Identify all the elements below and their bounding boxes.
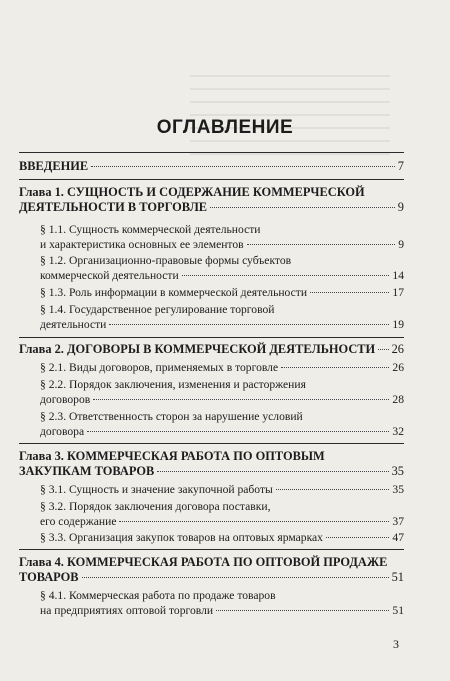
toc-entry-intro[interactable]	[19, 159, 404, 174]
toc-entry-section-1-2[interactable]	[40, 253, 404, 283]
toc-entry-section-2-2[interactable]	[40, 377, 404, 407]
toc-entry-chapter-1[interactable]	[19, 185, 404, 215]
dot-leader	[109, 323, 389, 325]
top-rule	[19, 152, 404, 153]
separator-rule	[19, 549, 404, 550]
dot-leader	[247, 243, 396, 245]
dot-leader	[82, 576, 389, 578]
page-ref: 32	[392, 425, 404, 438]
entry-text-line2: ТОВАРОВ	[19, 570, 79, 584]
entry-text-line2: ДЕЯТЕЛЬНОСТИ В ТОРГОВЛЕ	[19, 200, 208, 214]
page-ref: 51	[392, 604, 404, 617]
entry-text: § 2.1. Виды договоров, применяемых в торговле	[40, 361, 279, 374]
page-ref: 26	[392, 361, 404, 374]
entry-text-line2: его содержание	[40, 515, 117, 528]
separator-rule	[19, 179, 404, 180]
toc-entry-section-1-4[interactable]	[40, 302, 404, 332]
toc-entry-chapter-4[interactable]	[19, 555, 404, 585]
dot-leader	[216, 609, 389, 611]
toc-entry-section-3-3[interactable]	[40, 530, 404, 545]
dot-leader	[326, 536, 389, 538]
entry-text-line2: деятельности	[40, 318, 107, 331]
entry-text-line1: § 1.4. Государственное регулирование торговой	[40, 303, 275, 316]
separator-rule	[19, 337, 404, 338]
entry-text: ВВЕДЕНИЕ	[19, 159, 89, 173]
toc-entry-chapter-2[interactable]	[19, 342, 404, 357]
toc-entry-section-3-2[interactable]	[40, 499, 404, 529]
dot-leader	[276, 488, 390, 490]
entry-text-line2: на предприятиях оптовой торговли	[40, 604, 214, 617]
toc-entry-chapter-3[interactable]	[19, 449, 404, 479]
entry-text-line1: Глава 1. СУЩНОСТЬ И СОДЕРЖАНИЕ КОММЕРЧЕСКОЙ	[19, 185, 365, 199]
page-ref: 17	[392, 286, 404, 299]
toc-entry-section-2-3[interactable]	[40, 409, 404, 439]
entry-text-line1: § 3.2. Порядок заключения договора поставки,	[40, 500, 271, 513]
entry-text-line1: § 2.3. Ответственность сторон за нарушение условий	[40, 410, 303, 423]
entry-text: § 1.3. Роль информации в коммерческой деятельности	[40, 286, 308, 299]
dot-leader	[119, 520, 389, 522]
entry-text-line2: ЗАКУПКАМ ТОВАРОВ	[19, 464, 155, 478]
dot-leader	[91, 165, 395, 167]
page-ref: 9	[397, 200, 404, 214]
separator-rule	[19, 443, 404, 444]
toc-title: ОГЛАВЛЕНИЕ	[156, 117, 294, 138]
dot-leader	[281, 366, 389, 368]
page-ref: 51	[391, 570, 404, 584]
entry-text-line2: и характеристика основных ее элементов	[40, 238, 244, 251]
toc-entry-section-4-1[interactable]	[40, 588, 404, 618]
toc-entry-section-1-3[interactable]	[40, 285, 404, 300]
toc-entry-section-3-1[interactable]	[40, 482, 404, 497]
entry-text: Глава 2. ДОГОВОРЫ В КОММЕРЧЕСКОЙ ДЕЯТЕЛЬНОСТИ	[19, 342, 376, 356]
entry-text-line1: Глава 4. КОММЕРЧЕСКАЯ РАБОТА ПО ОПТОВОЙ ПРОДАЖЕ	[19, 555, 388, 569]
page-ref: 14	[392, 269, 404, 282]
entry-text-line1: § 2.2. Порядок заключения, изменения и расторжения	[40, 378, 306, 391]
dot-leader	[210, 206, 395, 208]
page-ref: 35	[391, 464, 404, 478]
entry-text-line2: коммерческой деятельности	[40, 269, 179, 282]
page-ref: 47	[392, 531, 404, 544]
entry-text: § 3.1. Сущность и значение закупочной работы	[40, 483, 273, 496]
page-ref: 37	[392, 515, 404, 528]
entry-text-line1: Глава 3. КОММЕРЧЕСКАЯ РАБОТА ПО ОПТОВЫМ	[19, 449, 325, 463]
page-ref: 28	[392, 393, 404, 406]
entry-text: § 3.3. Организация закупок товаров на оптовых ярмарках	[40, 531, 323, 544]
page-ref: 26	[391, 342, 404, 356]
page-ref: 9	[398, 238, 404, 251]
entry-text-line2: договора	[40, 425, 85, 438]
entry-text-line1: § 4.1. Коммерческая работа по продаже товаров	[40, 589, 276, 602]
dot-leader	[378, 348, 388, 350]
page-ref: 7	[397, 159, 404, 173]
page-ref: 19	[392, 318, 404, 331]
dot-leader	[157, 470, 388, 472]
entry-text-line1: § 1.2. Организационно-правовые формы субъектов	[40, 254, 292, 267]
page-ref: 35	[392, 483, 404, 496]
entry-text-line1: § 1.1. Сущность коммерческой деятельности	[40, 223, 261, 236]
dot-leader	[182, 274, 390, 276]
toc-entry-section-2-1[interactable]	[40, 360, 404, 375]
entry-text-line2: договоров	[40, 393, 91, 406]
dot-leader	[310, 291, 389, 293]
page-number: 3	[393, 637, 399, 651]
dot-leader	[87, 430, 389, 432]
dot-leader	[93, 398, 389, 400]
toc-entry-section-1-1[interactable]	[40, 222, 404, 252]
